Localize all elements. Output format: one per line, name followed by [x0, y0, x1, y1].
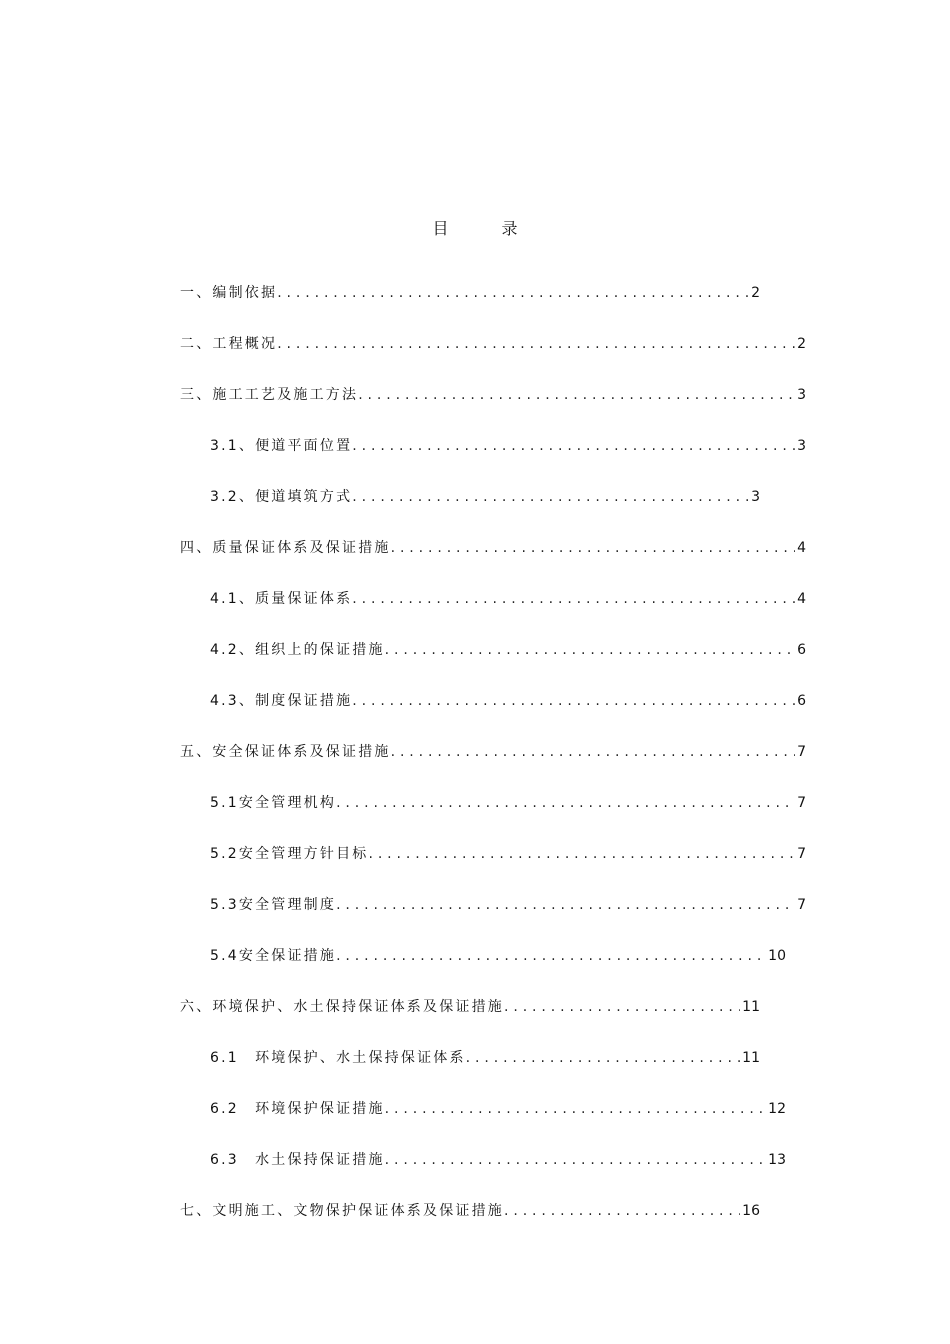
toc-dot-leader	[336, 897, 795, 913]
toc-entry-row	[210, 1098, 786, 1118]
toc-dot-leader	[385, 642, 795, 658]
toc-entry-page-number: 16	[742, 1202, 760, 1219]
toc-entry-row	[210, 1047, 760, 1067]
toc-entry-row	[210, 894, 806, 914]
toc-dot-leader	[336, 795, 795, 811]
toc-entry-page-number: 12	[768, 1100, 786, 1117]
toc-entry[interactable]	[0, 725, 950, 776]
toc-entry[interactable]	[0, 827, 950, 878]
toc-entry-row	[210, 792, 806, 812]
toc-entry-label: 三、施工工艺及施工方法	[180, 386, 359, 403]
toc-entry-label: 5.4安全保证措施	[210, 947, 337, 964]
toc-entry-label: 3.1、便道平面位置	[210, 437, 353, 454]
toc-entry-page-number: 3	[751, 488, 760, 505]
toc-entry-page-number: 11	[742, 998, 760, 1015]
toc-entry[interactable]	[0, 878, 950, 929]
toc-entry[interactable]	[0, 674, 950, 725]
toc-entry-row	[210, 639, 806, 659]
toc-entry-page-number: 2	[797, 335, 806, 352]
toc-dot-leader	[352, 693, 795, 709]
toc-dot-leader	[352, 591, 795, 607]
toc-entry-label: 一、编制依据	[180, 284, 278, 301]
toc-entry-row	[210, 588, 806, 608]
toc-entry-row	[180, 282, 760, 302]
toc-entry-page-number: 7	[797, 743, 806, 760]
toc-entry-row	[210, 843, 806, 863]
toc-title: 目 录	[432, 219, 542, 238]
toc-entry-label: 五、安全保证体系及保证措施	[180, 743, 391, 760]
toc-entry-label: 5.2安全管理方针目标	[210, 845, 369, 862]
toc-entry[interactable]	[0, 368, 950, 419]
toc-dot-leader	[391, 744, 795, 760]
toc-entry-page-number: 7	[797, 794, 806, 811]
toc-entry-label: 5.3安全管理制度	[210, 896, 337, 913]
toc-entry-label: 二、工程概况	[180, 335, 278, 352]
toc-entry-label: 六、环境保护、水土保持保证体系及保证措施	[180, 998, 504, 1015]
toc-entry-label: 6.2 环境保护保证措施	[210, 1100, 385, 1117]
toc-entry-page-number: 2	[751, 284, 760, 301]
toc-entry-row	[180, 996, 760, 1016]
toc-entry[interactable]	[0, 317, 950, 368]
toc-dot-leader	[504, 999, 740, 1015]
toc-entry[interactable]	[0, 521, 950, 572]
toc-entry-page-number: 6	[797, 692, 806, 709]
toc-entry[interactable]	[0, 980, 950, 1031]
toc-entry-page-number: 10	[768, 947, 786, 964]
toc-list	[0, 266, 950, 1235]
toc-entry-page-number: 7	[797, 896, 806, 913]
toc-entry-label: 5.1安全管理机构	[210, 794, 337, 811]
toc-entry-row	[180, 1200, 760, 1220]
toc-entry[interactable]	[0, 572, 950, 623]
toc-entry-row	[210, 435, 806, 455]
toc-entry-page-number: 4	[797, 590, 806, 607]
toc-entry-page-number: 3	[797, 386, 806, 403]
toc-entry[interactable]	[0, 776, 950, 827]
toc-entry-row	[210, 486, 760, 506]
toc-dot-leader	[466, 1050, 741, 1066]
toc-dot-leader	[352, 438, 795, 454]
toc-dot-leader	[385, 1101, 767, 1117]
toc-dot-leader	[336, 948, 766, 964]
toc-entry-label: 6.1 环境保护、水土保持保证体系	[210, 1049, 466, 1066]
toc-dot-leader	[277, 285, 749, 301]
toc-entry[interactable]	[0, 1133, 950, 1184]
toc-entry-label: 6.3 水土保持保证措施	[210, 1151, 385, 1168]
toc-entry-page-number: 11	[742, 1049, 760, 1066]
toc-entry-label: 七、文明施工、文物保护保证体系及保证措施	[180, 1202, 504, 1219]
toc-entry-label: 4.3、制度保证措施	[210, 692, 353, 709]
toc-entry-label: 四、质量保证体系及保证措施	[180, 539, 391, 556]
toc-entry-row	[180, 384, 806, 404]
toc-entry-page-number: 3	[797, 437, 806, 454]
toc-entry[interactable]	[0, 623, 950, 674]
toc-dot-leader	[504, 1203, 740, 1219]
toc-entry-label: 4.2、组织上的保证措施	[210, 641, 385, 658]
toc-entry-page-number: 13	[768, 1151, 786, 1168]
toc-entry-row	[180, 333, 806, 353]
toc-entry-row	[210, 690, 806, 710]
toc-entry-label: 4.1、质量保证体系	[210, 590, 353, 607]
toc-entry[interactable]	[0, 470, 950, 521]
toc-dot-leader	[385, 1152, 767, 1168]
toc-entry[interactable]	[0, 419, 950, 470]
toc-entry-page-number: 7	[797, 845, 806, 862]
toc-entry[interactable]	[0, 1184, 950, 1235]
toc-entry-row	[180, 537, 806, 557]
toc-entry-row	[180, 741, 806, 761]
toc-entry-page-number: 4	[797, 539, 806, 556]
toc-entry-row	[210, 945, 786, 965]
toc-dot-leader	[358, 387, 795, 403]
toc-entry-row	[210, 1149, 786, 1169]
toc-entry[interactable]	[0, 266, 950, 317]
toc-entry[interactable]	[0, 929, 950, 980]
toc-entry[interactable]	[0, 1082, 950, 1133]
toc-entry[interactable]	[0, 1031, 950, 1082]
toc-dot-leader	[391, 540, 795, 556]
toc-entry-label: 3.2、便道填筑方式	[210, 488, 353, 505]
toc-dot-leader	[352, 489, 749, 505]
toc-dot-leader	[368, 846, 795, 862]
toc-dot-leader	[277, 336, 795, 352]
toc-entry-page-number: 6	[797, 641, 806, 658]
